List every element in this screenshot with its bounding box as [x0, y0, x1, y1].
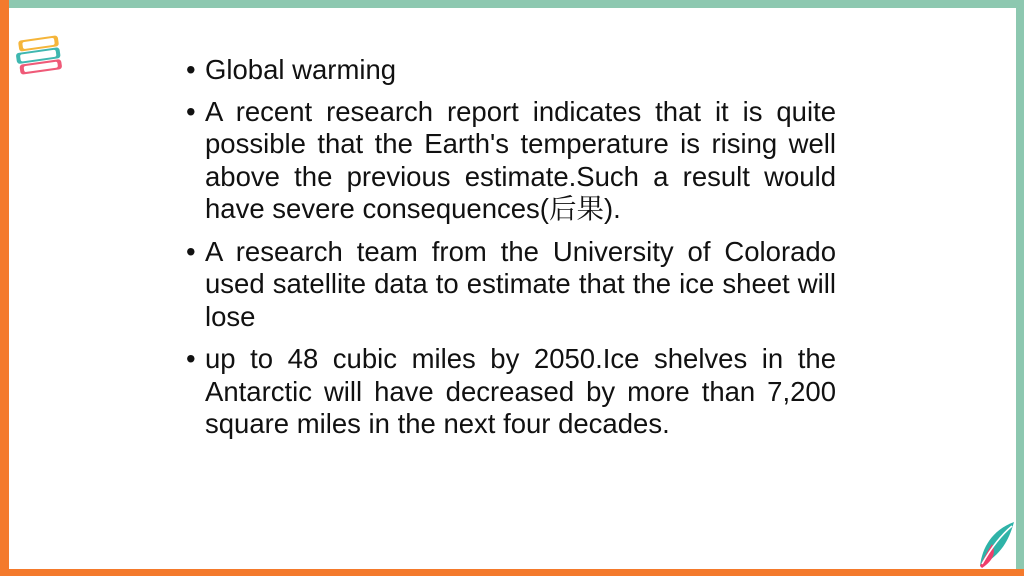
- left-border: [0, 0, 9, 576]
- bullet-list: [186, 54, 836, 441]
- top-border: [0, 0, 1024, 8]
- bullet-marker: •: [186, 343, 196, 374]
- bullet-marker: •: [186, 235, 196, 267]
- bullet-marker: •: [186, 54, 196, 85]
- bullet-text: Global warming: [205, 54, 397, 85]
- bottom-border: [0, 569, 1024, 576]
- bullet-text: A research team from the University of Colorado used satellite data to estimate that the ice sheet will lose: [205, 235, 836, 332]
- bullet-item-2: [186, 96, 836, 226]
- bullet-item-1: [186, 54, 836, 87]
- bullet-text: A recent research report indicates that it is quite possible that the Earth's temperature is rising well above the previous estimate.Such a result would have severe consequences(后果).: [205, 95, 836, 224]
- books-icon: [12, 30, 66, 78]
- bullet-content: [186, 54, 836, 451]
- bullet-text: up to 48 cubic miles by 2050.Ice shelves in the Antarctic will have decreased by more than 7,200 square miles in the next four decades.: [205, 343, 836, 439]
- bullet-item-3: [186, 236, 836, 334]
- right-border: [1016, 0, 1024, 576]
- leaf-icon: [974, 518, 1018, 570]
- bullet-marker: •: [186, 95, 196, 127]
- bullet-item-4: [186, 343, 836, 441]
